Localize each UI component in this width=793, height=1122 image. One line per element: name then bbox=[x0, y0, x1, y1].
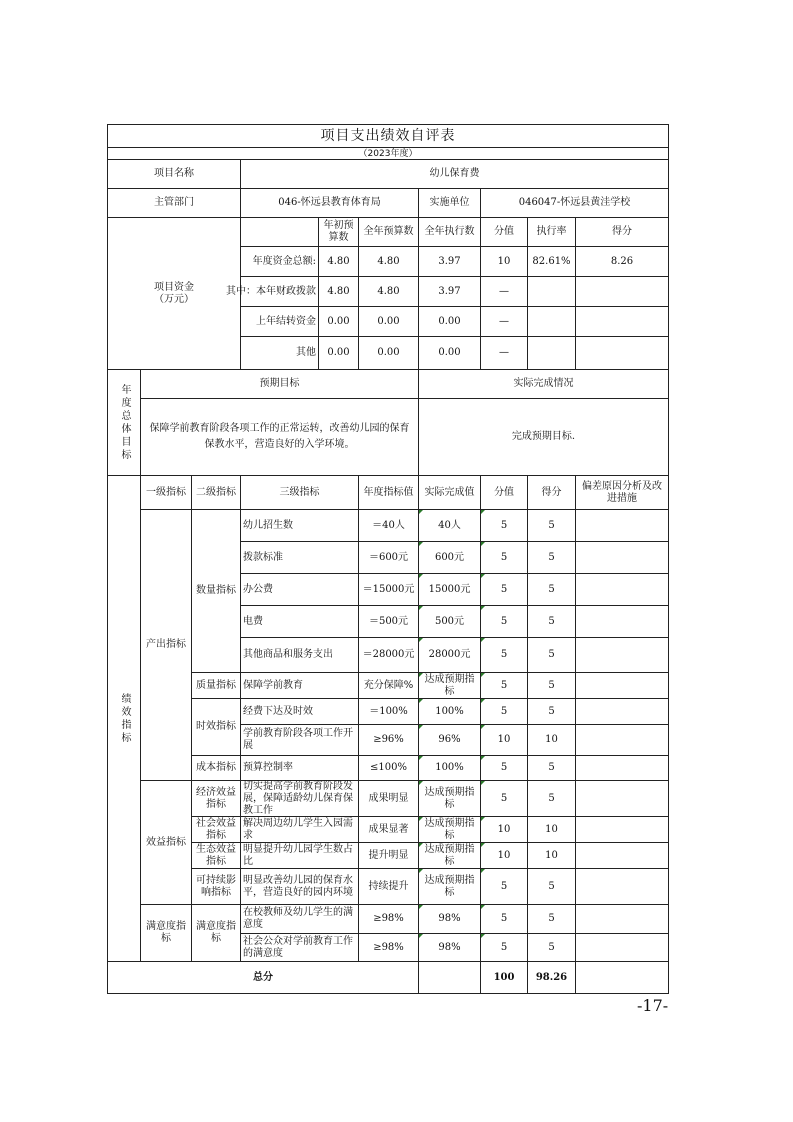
perf-cell-target: ≥98% bbox=[358, 933, 419, 962]
perf-cell-score: 5 bbox=[527, 904, 576, 934]
perf-cell-target: 充分保障% bbox=[358, 672, 419, 699]
goal-actual: 完成预期目标. bbox=[418, 398, 669, 476]
perf-cell-score: 5 bbox=[527, 672, 576, 699]
performance-table bbox=[107, 124, 669, 994]
perf-cell-val: 5 bbox=[480, 780, 528, 817]
funds-header-scoreval: 分值 bbox=[480, 217, 528, 247]
cell-comment-marker bbox=[419, 843, 423, 847]
cell-comment-marker bbox=[419, 934, 423, 938]
funds-full: 0.00 bbox=[358, 306, 419, 337]
total-reason bbox=[575, 961, 669, 994]
perf-cell-reason bbox=[575, 868, 669, 905]
cell-comment-marker bbox=[419, 905, 423, 909]
cell-comment-marker bbox=[481, 869, 485, 873]
cell-comment-marker bbox=[481, 756, 485, 760]
perf-cell-target: 成果明显 bbox=[358, 780, 419, 817]
perf-cell-l3: 在校教师及幼儿学生的满意度 bbox=[240, 904, 359, 934]
funds-init: 0.00 bbox=[318, 336, 359, 370]
perf-cell-actual: 98% bbox=[418, 933, 481, 962]
funds-init: 0.00 bbox=[318, 306, 359, 337]
perf-cell-val: 10 bbox=[480, 724, 528, 756]
cell-comment-marker bbox=[481, 673, 485, 677]
project-name-label: 项目名称 bbox=[107, 159, 241, 189]
perf-cell-l3: 办公费 bbox=[240, 573, 359, 606]
funds-rate: 82.61% bbox=[527, 246, 576, 277]
funds-full: 0.00 bbox=[358, 336, 419, 370]
funds-scoreval: — bbox=[480, 276, 528, 307]
perf-cell-val: 5 bbox=[480, 509, 528, 542]
perf-header-l2: 二级指标 bbox=[191, 475, 241, 510]
funds-row-label: 其他 bbox=[240, 336, 319, 370]
perf-cell-val: 5 bbox=[480, 541, 528, 574]
cell-comment-marker bbox=[481, 843, 485, 847]
perf-cell-val: 5 bbox=[480, 637, 528, 673]
perf-cell-reason bbox=[575, 672, 669, 699]
perf-cell-reason bbox=[575, 904, 669, 934]
perf-cell-reason bbox=[575, 842, 669, 869]
funds-score bbox=[575, 276, 669, 307]
perf-cell-l3: 拨款标准 bbox=[240, 541, 359, 574]
perf-cell-target: ＝100% bbox=[358, 698, 419, 725]
perf-cell-l3: 明显提升幼儿园学生数占比 bbox=[240, 842, 359, 869]
goal-actual-header: 实际完成情况 bbox=[418, 369, 669, 399]
funds-exec: 3.97 bbox=[418, 246, 481, 277]
perf-header-l3: 三级指标 bbox=[240, 475, 359, 510]
l2-timeliness: 时效指标 bbox=[191, 698, 241, 756]
funds-header-full: 全年预算数 bbox=[358, 217, 419, 247]
l2-quality: 质量指标 bbox=[191, 672, 241, 699]
l2-satisfaction: 满意度指标 bbox=[191, 904, 241, 962]
perf-cell-l3: 切实提高学前教育阶段发展，保障适龄幼儿保育保教工作 bbox=[240, 780, 359, 817]
total-score: 98.26 bbox=[527, 961, 576, 994]
perf-cell-val: 5 bbox=[480, 573, 528, 606]
table-title: 项目支出绩效自评表 bbox=[107, 124, 669, 148]
perf-cell-val: 5 bbox=[480, 755, 528, 781]
cell-comment-marker bbox=[419, 673, 423, 677]
cell-comment-marker bbox=[419, 781, 423, 785]
perf-cell-score: 5 bbox=[527, 509, 576, 542]
l2-social: 社会效益指标 bbox=[191, 816, 241, 843]
cell-comment-marker bbox=[481, 699, 485, 703]
funds-exec: 0.00 bbox=[418, 306, 481, 337]
perf-cell-target: ＝15000元 bbox=[358, 573, 419, 606]
cell-comment-marker bbox=[419, 756, 423, 760]
perf-cell-actual: 98% bbox=[418, 904, 481, 934]
funds-score: 8.26 bbox=[575, 246, 669, 277]
l2-eco: 生态效益指标 bbox=[191, 842, 241, 869]
perf-cell-reason bbox=[575, 637, 669, 673]
cell-comment-marker bbox=[419, 542, 423, 546]
perf-cell-val: 5 bbox=[480, 672, 528, 699]
perf-cell-reason bbox=[575, 816, 669, 843]
l2-economic: 经济效益指标 bbox=[191, 780, 241, 817]
perf-cell-val: 10 bbox=[480, 816, 528, 843]
perf-cell-score: 5 bbox=[527, 605, 576, 638]
total-blank bbox=[418, 961, 481, 994]
dept-value: 046-怀远县教育体育局 bbox=[240, 188, 419, 218]
perf-cell-val: 5 bbox=[480, 868, 528, 905]
perf-cell-reason bbox=[575, 780, 669, 817]
perf-header-val: 分值 bbox=[480, 475, 528, 510]
perf-cell-actual: 达成预期指标 bbox=[418, 672, 481, 699]
perf-header-reason: 偏差原因分析及改进措施 bbox=[575, 475, 669, 510]
funds-score bbox=[575, 336, 669, 370]
funds-full: 4.80 bbox=[358, 276, 419, 307]
funds-row-label: 年度资金总额: bbox=[240, 246, 319, 277]
perf-cell-reason bbox=[575, 605, 669, 638]
total-label: 总分 bbox=[107, 961, 419, 994]
cell-comment-marker bbox=[481, 574, 485, 578]
perf-cell-target: ＝500元 bbox=[358, 605, 419, 638]
perf-cell-target: ＝28000元 bbox=[358, 637, 419, 673]
unit-value: 046047-怀远县黄洼学校 bbox=[480, 188, 669, 218]
perf-cell-target: 提升明显 bbox=[358, 842, 419, 869]
perf-cell-target: ≥96% bbox=[358, 724, 419, 756]
perf-cell-score: 5 bbox=[527, 698, 576, 725]
perf-cell-score: 10 bbox=[527, 816, 576, 843]
perf-cell-val: 5 bbox=[480, 904, 528, 934]
perf-cell-actual: 100% bbox=[418, 698, 481, 725]
cell-comment-marker bbox=[419, 510, 423, 514]
perf-cell-reason bbox=[575, 755, 669, 781]
perf-cell-val: 10 bbox=[480, 842, 528, 869]
l2-quantity: 数量指标 bbox=[191, 509, 241, 673]
perf-cell-actual: 96% bbox=[418, 724, 481, 756]
project-name: 幼儿保育费 bbox=[240, 159, 669, 189]
cell-comment-marker bbox=[481, 606, 485, 610]
cell-comment-marker bbox=[419, 817, 423, 821]
cell-comment-marker bbox=[419, 638, 423, 642]
perf-cell-actual: 40人 bbox=[418, 509, 481, 542]
total-val: 100 bbox=[480, 961, 528, 994]
perf-cell-score: 5 bbox=[527, 780, 576, 817]
perf-label: 绩效指标 bbox=[107, 475, 141, 962]
page-number: -17- bbox=[637, 996, 669, 1015]
perf-cell-l3: 其他商品和服务支出 bbox=[240, 637, 359, 673]
cell-comment-marker bbox=[481, 542, 485, 546]
l1-benefit: 效益指标 bbox=[140, 780, 192, 905]
perf-cell-reason bbox=[575, 573, 669, 606]
unit-label: 实施单位 bbox=[418, 188, 481, 218]
goal-expected: 保障学前教育阶段各项工作的正常运转，改善幼儿园的保育保教水平，营造良好的入学环境。 bbox=[140, 398, 419, 476]
perf-cell-score: 5 bbox=[527, 868, 576, 905]
perf-cell-reason bbox=[575, 509, 669, 542]
funds-rate bbox=[527, 276, 576, 307]
perf-cell-reason bbox=[575, 698, 669, 725]
perf-header-l1: 一级指标 bbox=[140, 475, 192, 510]
goal-label: 年度总体目标 bbox=[107, 369, 141, 476]
perf-cell-target: 持续提升 bbox=[358, 868, 419, 905]
dept-label: 主管部门 bbox=[107, 188, 241, 218]
cell-comment-marker bbox=[419, 869, 423, 873]
perf-cell-target: ≥98% bbox=[358, 904, 419, 934]
perf-cell-target: ＝600元 bbox=[358, 541, 419, 574]
funds-header-init: 年初预算数 bbox=[318, 217, 359, 247]
perf-header-target: 年度指标值 bbox=[358, 475, 419, 510]
perf-cell-l3: 幼儿招生数 bbox=[240, 509, 359, 542]
perf-cell-l3: 解决周边幼儿学生入园需求 bbox=[240, 816, 359, 843]
funds-exec: 3.97 bbox=[418, 276, 481, 307]
perf-cell-actual: 达成预期指标 bbox=[418, 842, 481, 869]
perf-cell-val: 5 bbox=[480, 933, 528, 962]
perf-cell-actual: 600元 bbox=[418, 541, 481, 574]
perf-cell-reason bbox=[575, 724, 669, 756]
perf-cell-actual: 15000元 bbox=[418, 573, 481, 606]
perf-header-score: 得分 bbox=[527, 475, 576, 510]
cell-comment-marker bbox=[481, 934, 485, 938]
perf-cell-score: 5 bbox=[527, 755, 576, 781]
perf-cell-val: 5 bbox=[480, 698, 528, 725]
perf-cell-actual: 达成预期指标 bbox=[418, 816, 481, 843]
goal-expected-header: 预期目标 bbox=[140, 369, 419, 399]
perf-cell-actual: 28000元 bbox=[418, 637, 481, 673]
perf-cell-l3: 电费 bbox=[240, 605, 359, 638]
funds-scoreval: — bbox=[480, 306, 528, 337]
funds-score bbox=[575, 306, 669, 337]
perf-cell-l3: 学前教育阶段各项工作开展 bbox=[240, 724, 359, 756]
year-label: （2023年度） bbox=[107, 147, 669, 160]
perf-cell-score: 5 bbox=[527, 933, 576, 962]
perf-cell-score: 5 bbox=[527, 541, 576, 574]
cell-comment-marker bbox=[481, 725, 485, 729]
funds-row-label: 上年结转资金 bbox=[240, 306, 319, 337]
perf-cell-score: 10 bbox=[527, 842, 576, 869]
funds-header-blank bbox=[240, 217, 319, 247]
funds-header-exec: 全年执行数 bbox=[418, 217, 481, 247]
perf-cell-l3: 社会公众对学前教育工作的满意度 bbox=[240, 933, 359, 962]
l2-sustain: 可持续影响指标 bbox=[191, 868, 241, 905]
cell-comment-marker bbox=[481, 905, 485, 909]
perf-cell-l3: 明显改善幼儿园的保育水平，营造良好的园内环境 bbox=[240, 868, 359, 905]
cell-comment-marker bbox=[419, 574, 423, 578]
perf-cell-score: 5 bbox=[527, 637, 576, 673]
perf-cell-target: 成果显著 bbox=[358, 816, 419, 843]
funds-header-rate: 执行率 bbox=[527, 217, 576, 247]
funds-scoreval: — bbox=[480, 336, 528, 370]
perf-cell-l3: 保障学前教育 bbox=[240, 672, 359, 699]
funds-label: 项目资金 （万元） bbox=[107, 217, 241, 370]
funds-row-label: 其中：本年财政拨款 bbox=[240, 276, 319, 307]
perf-cell-l3: 预算控制率 bbox=[240, 755, 359, 781]
l1-satisfaction: 满意度指标 bbox=[140, 904, 192, 962]
perf-cell-actual: 达成预期指标 bbox=[418, 868, 481, 905]
perf-cell-actual: 100% bbox=[418, 755, 481, 781]
cell-comment-marker bbox=[481, 781, 485, 785]
funds-rate bbox=[527, 336, 576, 370]
funds-rate bbox=[527, 306, 576, 337]
cell-comment-marker bbox=[419, 606, 423, 610]
cell-comment-marker bbox=[481, 817, 485, 821]
funds-header-score: 得分 bbox=[575, 217, 669, 247]
cell-comment-marker bbox=[419, 699, 423, 703]
l1-output: 产出指标 bbox=[140, 509, 192, 781]
funds-init: 4.80 bbox=[318, 276, 359, 307]
funds-exec: 0.00 bbox=[418, 336, 481, 370]
funds-scoreval: 10 bbox=[480, 246, 528, 277]
perf-cell-actual: 500元 bbox=[418, 605, 481, 638]
cell-comment-marker bbox=[481, 638, 485, 642]
cell-comment-marker bbox=[481, 510, 485, 514]
perf-cell-target: ＝40人 bbox=[358, 509, 419, 542]
perf-cell-l3: 经费下达及时效 bbox=[240, 698, 359, 725]
perf-cell-reason bbox=[575, 541, 669, 574]
perf-cell-target: ≤100% bbox=[358, 755, 419, 781]
funds-init: 4.80 bbox=[318, 246, 359, 277]
perf-cell-score: 5 bbox=[527, 573, 576, 606]
perf-header-actual: 实际完成值 bbox=[418, 475, 481, 510]
perf-cell-val: 5 bbox=[480, 605, 528, 638]
cell-comment-marker bbox=[419, 725, 423, 729]
perf-cell-score: 10 bbox=[527, 724, 576, 756]
perf-cell-reason bbox=[575, 933, 669, 962]
perf-cell-actual: 达成预期指标 bbox=[418, 780, 481, 817]
l2-cost: 成本指标 bbox=[191, 755, 241, 781]
funds-full: 4.80 bbox=[358, 246, 419, 277]
